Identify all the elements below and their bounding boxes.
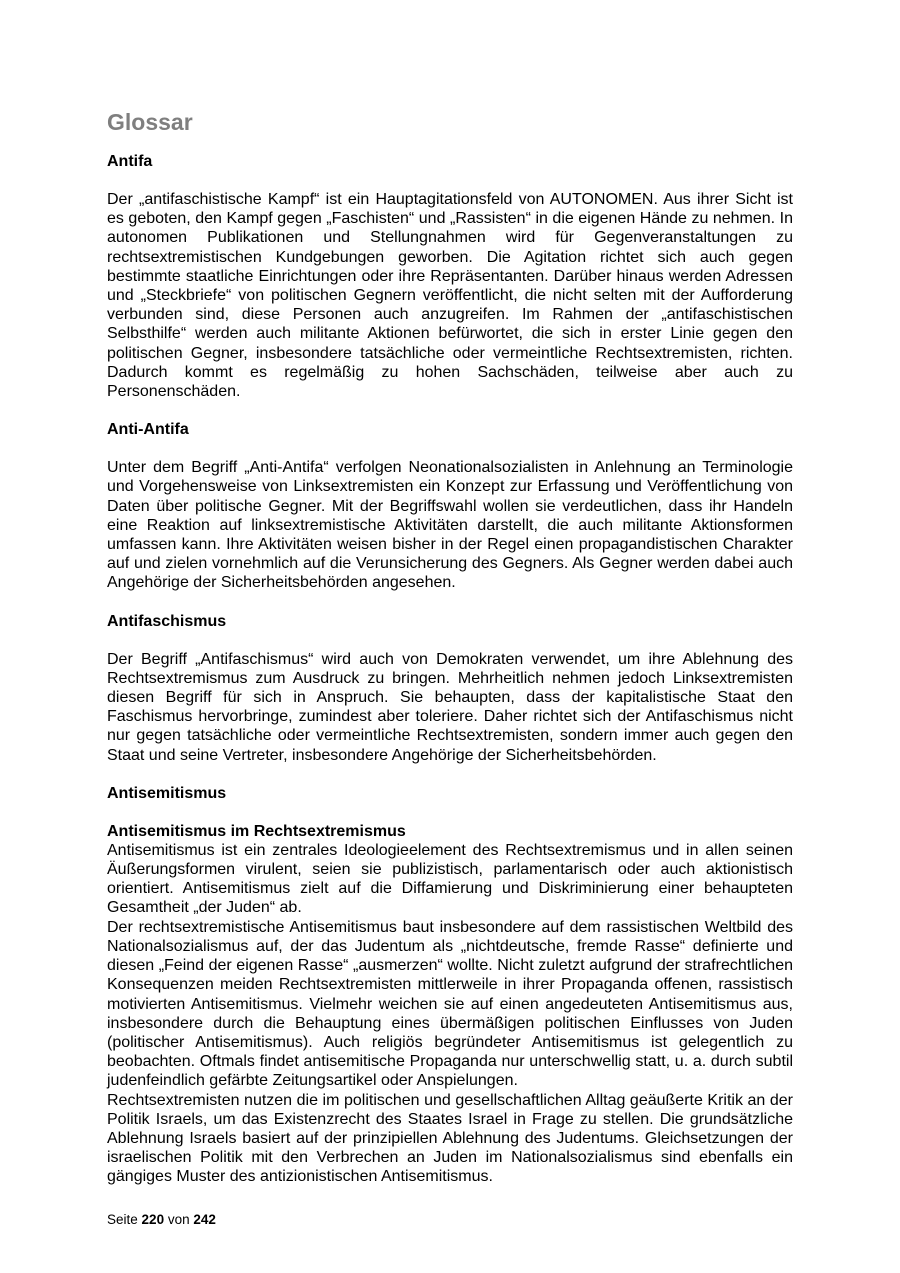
glossary-subheading: Antisemitismus im Rechtsextremismus [107, 822, 406, 840]
glossary-paragraph: Unter dem Begriff „Anti-Antifa“ verfolgen Neonationalsozialisten in Anlehnung an Terminologie und Vorgehensweise von Linksextremisten ein Konzept zur Erfassung und Veröffentlichung von Daten über politische Gegner. Mit der Begriffswahl wollen sie verdeutlichen, dass ihr Handeln eine Reaktion auf linksextremistische Aktivitäten darstellt, die auch militante Aktionsformen umfassen kann. Ihre Aktivitäten weisen bisher in der Regel einen propagandistischen Charakter auf und zielen vornehmlich auf die Verunsicherung des Gegners. Als Gegner werden dabei auch Angehörige der Sicherheitsbehörden angesehen. [107, 459, 793, 592]
glossary-term: Antisemitismus [107, 784, 227, 802]
footer-middle: von [167, 1212, 190, 1227]
footer-prefix: Seite [107, 1212, 138, 1227]
glossary-paragraph: Der „antifaschistische Kampf“ ist ein Hauptagitationsfeld von AUTONOMEN. Aus ihrer Sicht ist es geboten, den Kampf gegen „Faschisten“ und „Rassisten“ in die eigenen Hände zu nehmen. In autonomen Publikationen und Stellungnahmen wird für Gegenveranstaltungen zu rechtsextremistischen Kundgebungen geworben. Die Agitation richtet sich auch gegen bestimmte staatliche Einrichtungen oder ihre Repräsentanten. Darüber hinaus werden Adressen und „Steckbriefe“ von politischen Gegnern veröffentlicht, die nicht selten mit der Aufforderung verbunden sind, diese Personen auch anzugreifen. Im Rahmen der „antifaschistischen Selbsthilfe“ werden auch militante Aktionen befürwortet, die sich in erster Linie gegen den politischen Gegner, insbesondere tatsächliche oder vermeintliche Rechtsextremisten, richten. Dadurch kommt es regelmäßig zu hohen Sachschäden, teilweise aber auch zu Personenschäden. [107, 191, 793, 401]
page-title: Glossar [107, 109, 193, 135]
glossary-paragraph: Rechtsextremisten nutzen die im politischen und gesellschaftlichen Alltag geäußerte Kritik an der Politik Israels, um das Existenzrecht des Staates Israel in Frage zu stellen. Die grundsätzliche Ablehnung Israels basiert auf der prinzipiellen Ablehnung des Judentums. Gleichsetzungen der israelischen Politik mit den Verbrechen an Juden im Nationalsozialismus sind ebenfalls ein gängiges Muster des antizionistischen Antisemitismus. [107, 1091, 793, 1186]
footer-total-pages: 242 [193, 1212, 216, 1227]
glossary-section-antifa [107, 152, 793, 401]
document-content [107, 108, 793, 1187]
glossary-paragraph: Der Begriff „Antifaschismus“ wird auch von Demokraten verwendet, um ihre Ablehnung des Rechtsextremismus zum Ausdruck zu bringen. Mehrheitlich nehmen jedoch Linksextremisten diesen Begriff für sich in Anspruch. Sie behaupten, dass der kapitalistische Staat den Faschismus hervorbringe, zumindest aber toleriere. Daher richtet sich der Antifaschismus nicht nur gegen tatsächliche oder vermeintliche Rechtsextremisten, sondern immer auch gegen den Staat und seine Vertreter, insbesondere Angehörige der Sicherheitsbehörden. [107, 650, 793, 764]
glossary-term: Antifaschismus [107, 612, 227, 630]
glossary-section-anti-antifa [107, 420, 793, 592]
footer-page-number: 220 [141, 1212, 165, 1227]
glossary-paragraph: Antisemitismus ist ein zentrales Ideologieelement des Rechtsextremismus und in allen seinen Äußerungsformen virulent, seien sie publizistisch, parlamentarisch oder auch aktionistisch orientiert. Antisemitismus zielt auf die Diffamierung und Diskriminierung einer behaupteten Gesamtheit „der Juden“ ab. [107, 841, 793, 917]
glossary-term: Antifa [107, 153, 153, 170]
page-footer [107, 1212, 216, 1227]
glossary-section-antisemitismus [107, 784, 793, 1187]
glossary-section-antifaschismus [107, 612, 793, 765]
glossary-term: Anti-Antifa [107, 421, 189, 439]
glossary-paragraph: Der rechtsextremistische Antisemitismus baut insbesondere auf dem rassistischen Weltbild des Nationalsozialismus auf, der das Judentum als „nichtdeutsche, fremde Rasse“ definierte und diesen „Feind der eigenen Rasse“ „ausmerzen“ wollte. Nicht zuletzt aufgrund der strafrechtlichen Konsequenzen meiden Rechtsextremisten mittlerweile in ihrer Propaganda offenen, rassistisch motivierten Antisemitismus. Vielmehr weichen sie auf einen angedeuteten Antisemitismus aus, insbesondere durch die Behauptung eines übermäßigen politischen Einflusses von Juden (politischer Antisemitismus). Auch religiös begründeter Antisemitismus ist gelegentlich zu beobachten. Oftmals findet antisemitische Propaganda nur unterschwellig statt, u. a. durch subtil judenfeindlich gefärbte Zeitungsartikel oder Anspielungen. [107, 918, 793, 1090]
